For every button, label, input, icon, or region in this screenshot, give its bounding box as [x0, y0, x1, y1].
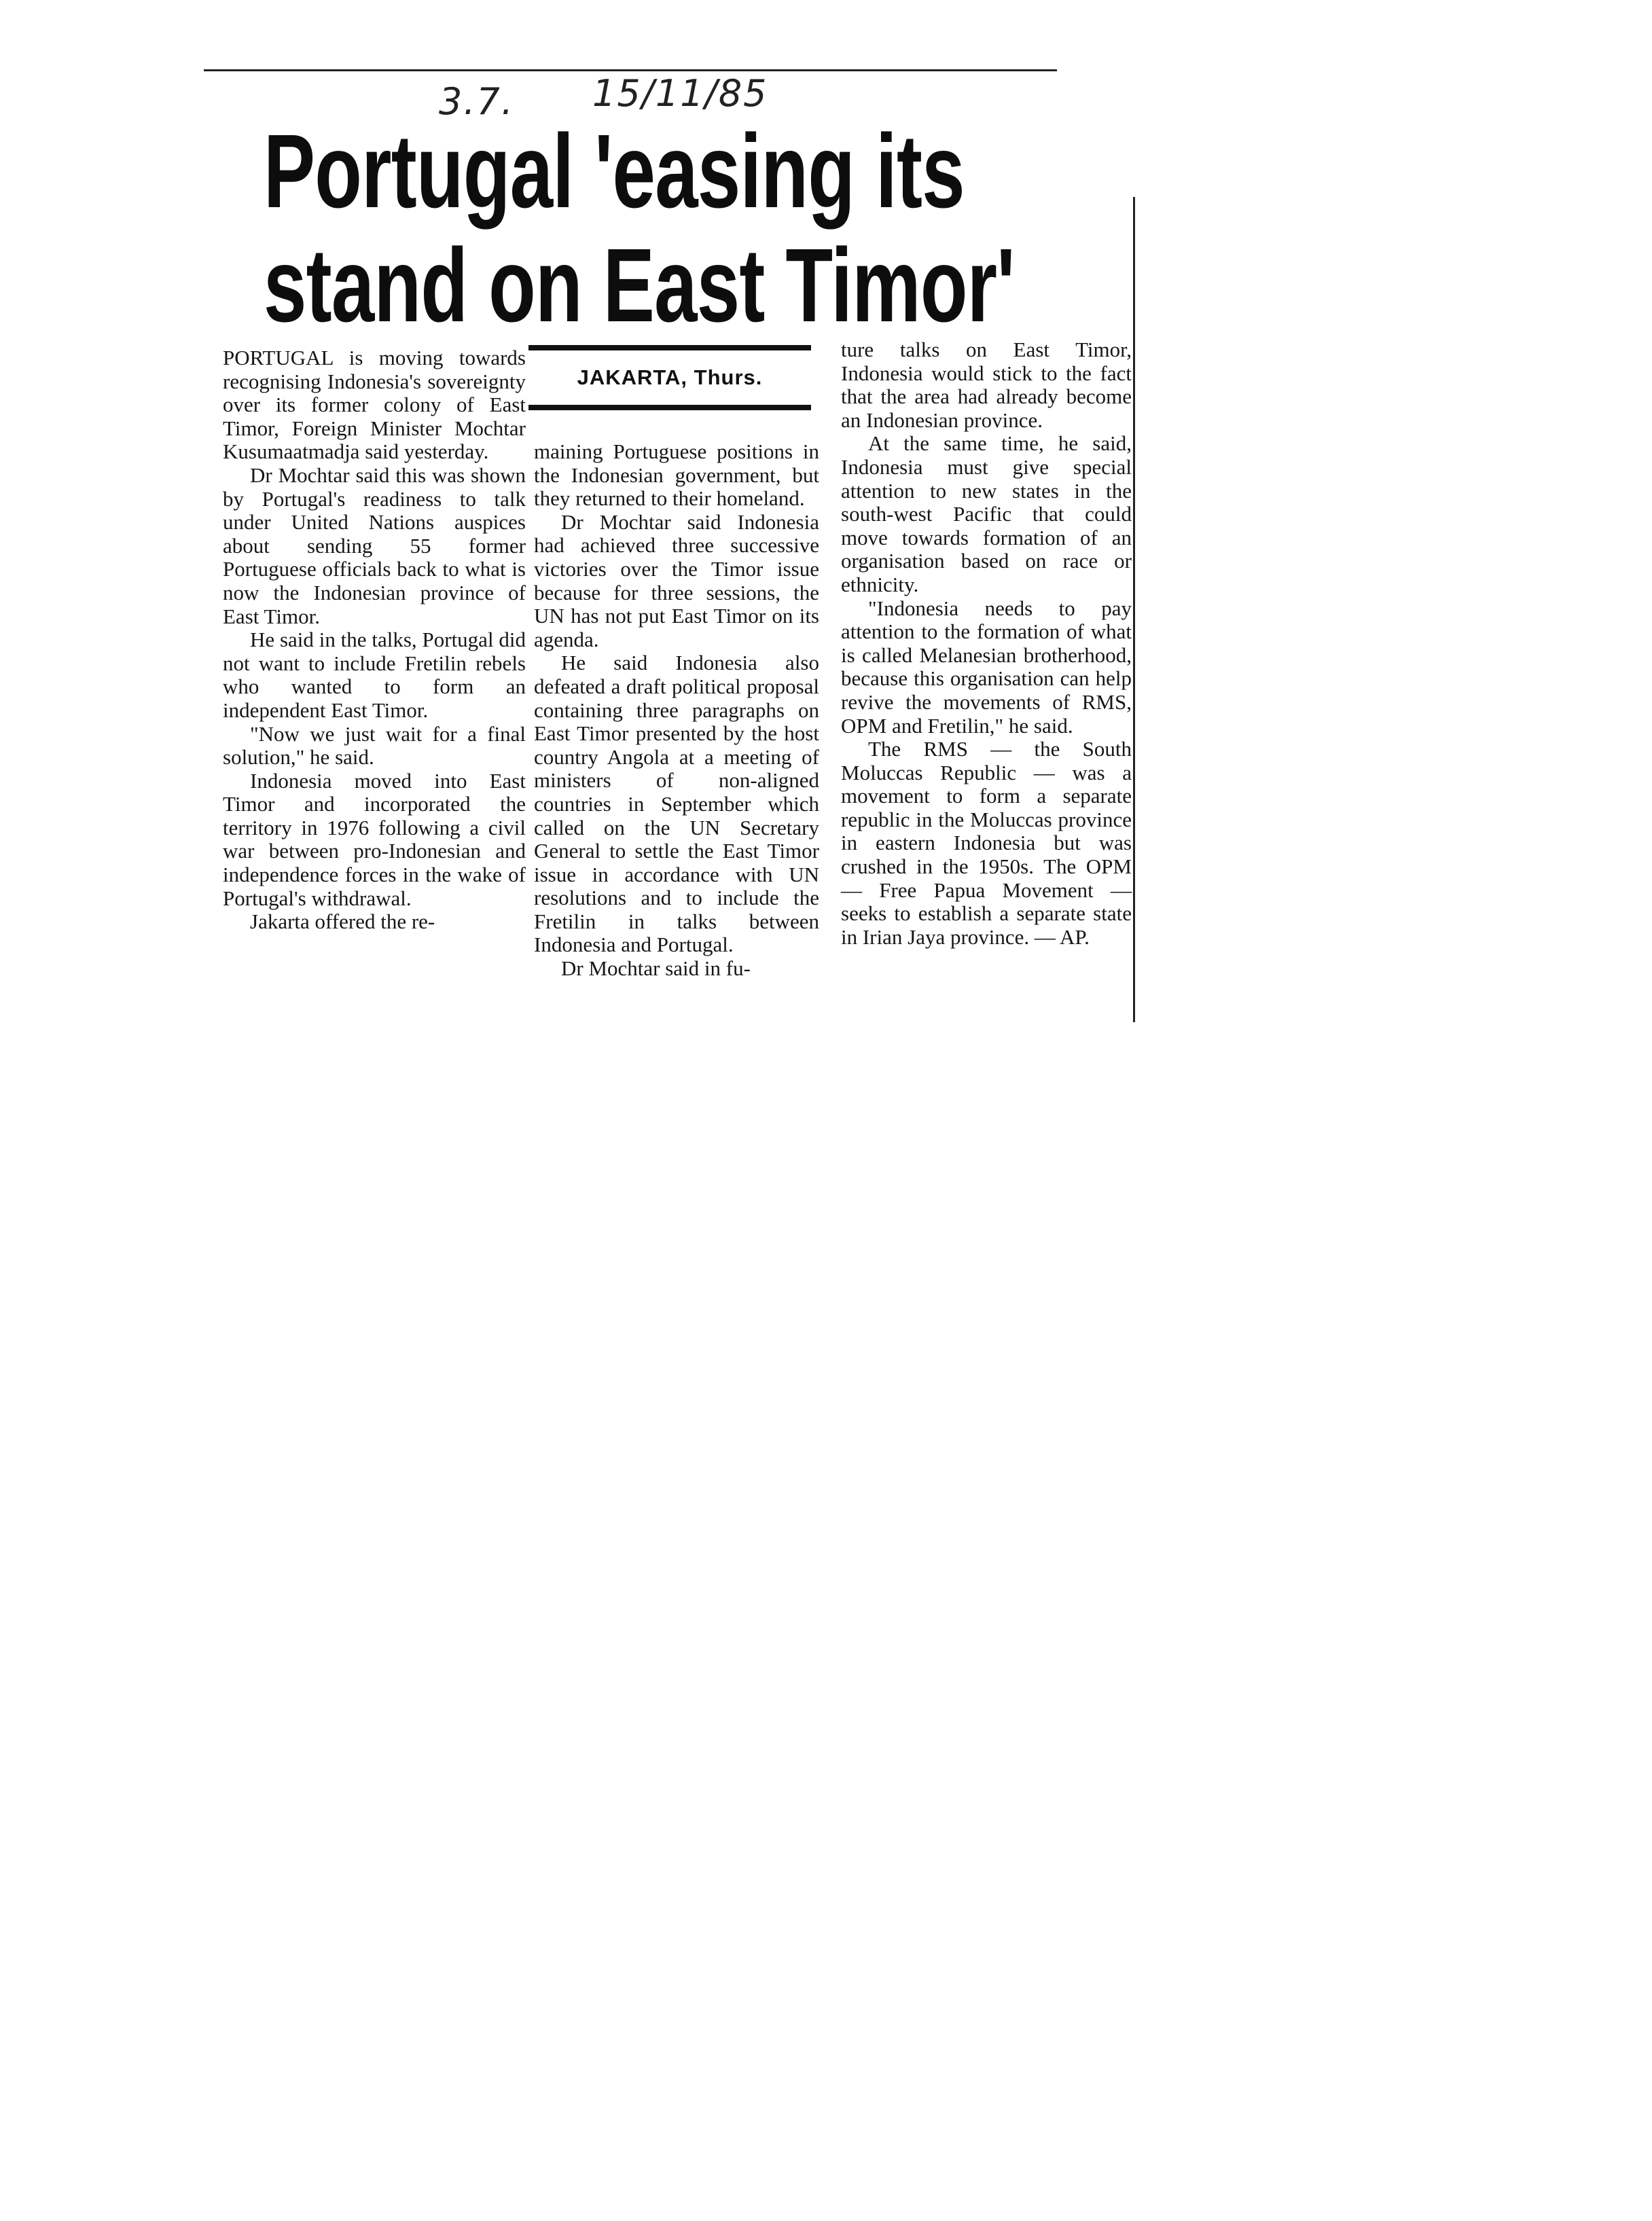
paragraph: Dr Mochtar said Indonesia had achieved three successive victories over the Timor issue because for three sessions, the UN has not put East Timor on its agenda.	[534, 509, 819, 651]
headline-line-2: stand on East Timor'	[264, 227, 1015, 344]
dateline-rule-bottom	[528, 405, 811, 410]
paragraph: Dr Mochtar said in fu-	[561, 956, 751, 981]
top-rule	[204, 69, 1057, 71]
paragraph: ture talks on East Timor, Indonesia would stick to the fact that the area had already become an Indonesian province.	[841, 338, 1132, 432]
article-column-3	[841, 338, 1132, 949]
paragraph: He said Indonesia also defeated a draft political proposal containing three paragraphs on East Timor presented by the host country Angola at a meeting of ministers of non-aligned countries in September which called on the UN Secretary General to settle the East Timor issue in accordance with UN resolutions and to include the Fretilin in talks between Indonesia and Portugal.	[534, 651, 819, 957]
article-column-1	[223, 346, 526, 934]
paragraph: "Now we just wait for a final solution," he said.	[223, 721, 526, 770]
dateline-box	[528, 345, 811, 410]
headline-line-1: Portugal 'easing its	[264, 113, 965, 230]
handwritten-reference: 3.7.	[439, 80, 515, 123]
paragraph: At the same time, he said, Indonesia must give special attention to new states in the south-west Pacific that could move towards formation of an organisation based on race or ethnicity.	[841, 431, 1132, 596]
paragraph: Jakarta offered the re-	[250, 909, 435, 934]
dateline-rule-top	[528, 345, 811, 350]
article-column-2	[534, 440, 819, 981]
paragraph: Dr Mochtar said this was shown by Portugal's readiness to talk under United Nations auspices about sending 55 former Portuguese officials back to what is now the Indonesian province of East Timor.	[223, 463, 526, 628]
right-column-rule	[1133, 197, 1135, 1022]
paragraph: "Indonesia needs to pay attention to the formation of what is called Melanesian brotherhood, because this organisation can help revive the movements of RMS, OPM and Fretilin," he said.	[841, 596, 1132, 738]
paragraph: Indonesia moved into East Timor and incorporated the territory in 1976 following a civil war between pro-Indonesian and independence forces in the wake of Portugal's withdrawal.	[223, 768, 526, 910]
dateline: JAKARTA, Thurs.	[577, 365, 763, 389]
headline	[264, 113, 1015, 344]
paragraph: PORTUGAL is moving towards recognising Indonesia's sovereignty over its former colony of East Timor, Foreign Minister Mochtar Kusumaatmadja said yesterday.	[223, 346, 526, 464]
paragraph: maining Portuguese positions in the Indonesian government, but they returned to their homeland.	[534, 439, 819, 511]
paragraph: The RMS — the South Moluccas Republic — was a movement to form a separate republic in the Moluccas province in eastern Indonesia but was crushed in the 1950s. The OPM — Free Papua Movement — seeks to establish a separate state in Irian Jaya province. — AP.	[841, 737, 1132, 949]
paragraph: He said in the talks, Portugal did not want to include Fretilin rebels who wanted to form an independent East Timor.	[223, 628, 526, 722]
handwritten-date: 15/11/85	[592, 72, 768, 115]
